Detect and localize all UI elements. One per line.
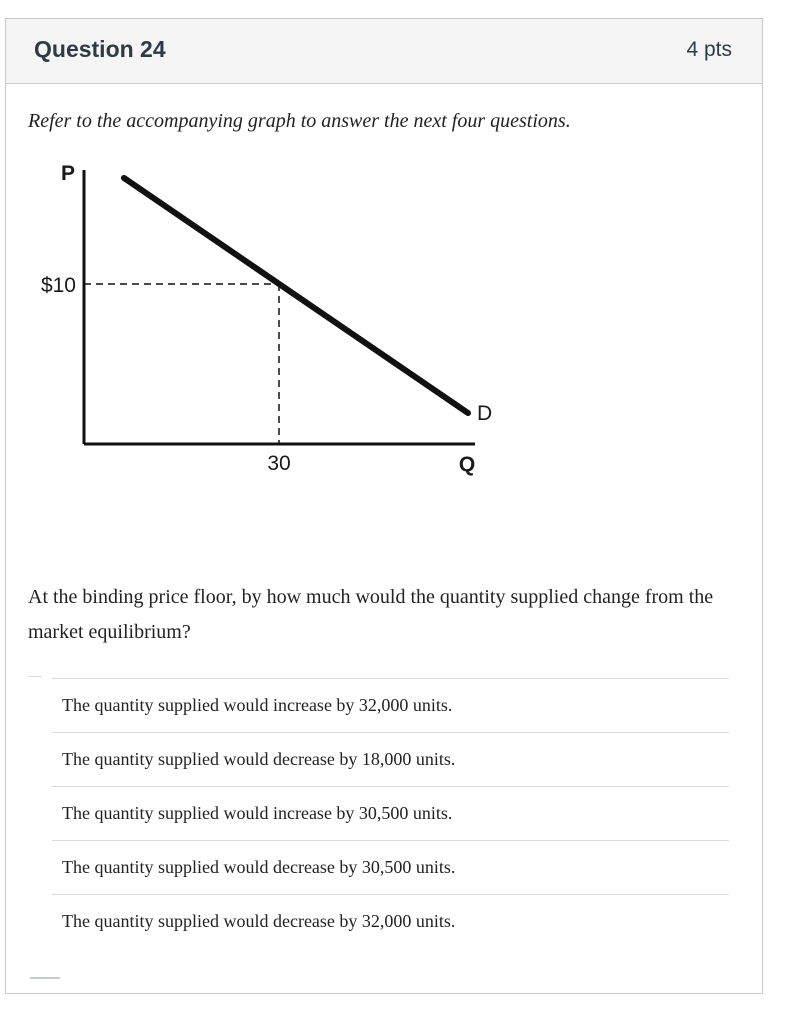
answer-option[interactable]: The quantity supplied would increase by 32,000 units. <box>52 678 729 732</box>
question-prompt: At the binding price floor, by how much would the quantity supplied change from the market equilibrium? <box>28 586 714 643</box>
answer-divider-tick <box>28 676 42 677</box>
intro-text: Refer to the accompanying graph to answer the next four questions. <box>28 110 571 132</box>
x-tick-label: 30 <box>267 452 291 475</box>
demand-curve-label: D <box>477 402 493 425</box>
answer-list <box>52 678 729 948</box>
y-tick-label: $10 <box>40 274 76 297</box>
answer-option[interactable]: The quantity supplied would decrease by 18,000 units. <box>52 732 729 786</box>
question-title: Question 24 <box>34 36 166 62</box>
y-axis-label: P <box>61 162 76 185</box>
answer-option[interactable]: The quantity supplied would increase by 30,500 units. <box>52 786 729 840</box>
answer-option[interactable]: The quantity supplied would decrease by 32,000 units. <box>52 894 729 948</box>
footer-divider <box>30 977 60 979</box>
x-axis-label: Q <box>458 453 476 476</box>
question-points: 4 pts <box>686 38 732 61</box>
demand-curve <box>124 178 468 413</box>
answer-option[interactable]: The quantity supplied would decrease by 30,500 units. <box>52 840 729 894</box>
